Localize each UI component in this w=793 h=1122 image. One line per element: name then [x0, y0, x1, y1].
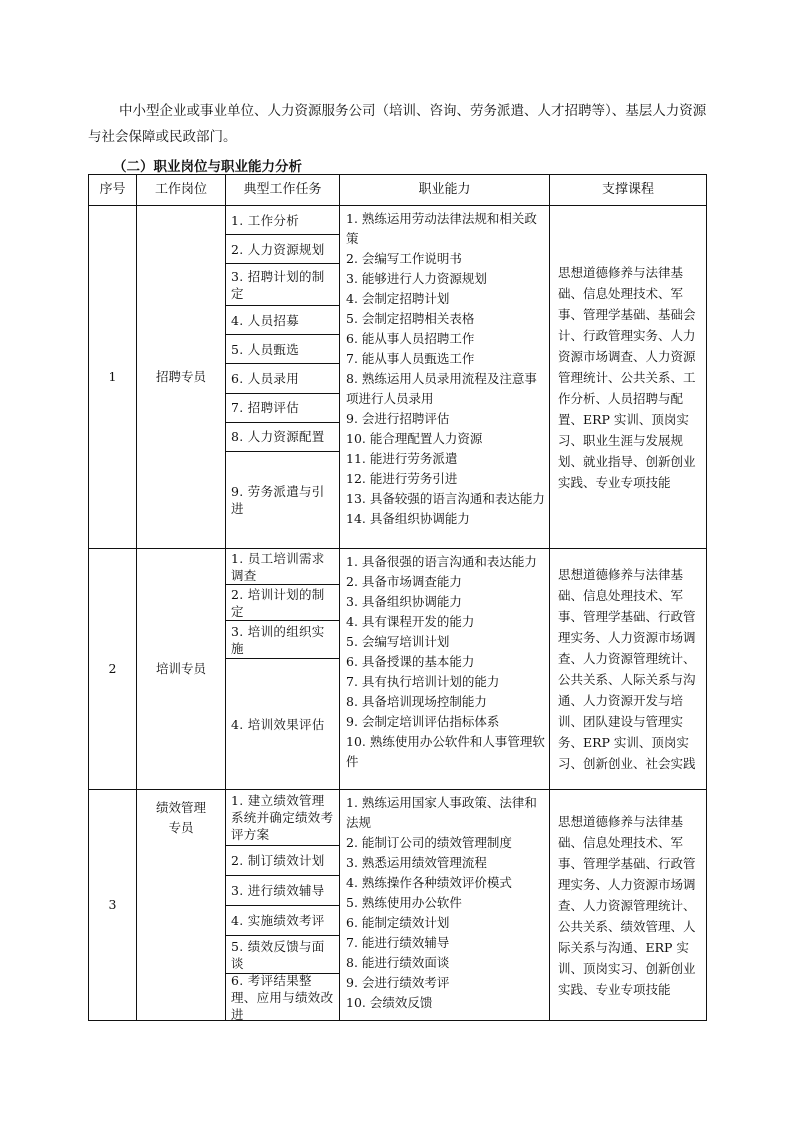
- row-seq: 3: [89, 790, 137, 1021]
- ability-item: 2. 会编写工作说明书: [346, 251, 462, 266]
- header-post: 工作岗位: [137, 175, 226, 206]
- section-title: （二）职业岗位与职业能力分析: [113, 159, 302, 175]
- task-item: 1. 建立绩效管理系统并确定绩效考评方案: [226, 790, 339, 846]
- ability-item: 10. 会绩效反馈: [346, 995, 433, 1010]
- row-seq: 2: [89, 549, 137, 790]
- task-item: 2. 制订绩效计划: [226, 846, 339, 876]
- ability-item: 6. 能制定绩效计划: [346, 915, 450, 930]
- ability-item: 4. 熟练操作各种绩效评价模式: [346, 875, 512, 890]
- row-courses: 思想道德修养与法律基础、信息处理技术、军事、管理学基础、行政管理实务、人力资源市场调查、人力资源管理统计、公共关系、绩效管理、人际关系与沟通、ERP 实训、顶岗实习、创新创业实践、专业专项技能: [550, 790, 707, 1021]
- task-item: 7. 招聘评估: [226, 394, 339, 423]
- header-courses: 支撑课程: [550, 175, 707, 206]
- row-abilities: [340, 549, 550, 790]
- row-tasks: [226, 790, 340, 1021]
- ability-item: 1. 熟练运用国家人事政策、法律和法规: [346, 795, 537, 830]
- row-courses: 思想道德修养与法律基础、信息处理技术、军事、管理学基础、基础会计、行政管理实务、人力资源市场调查、人力资源管理统计、公共关系、工作分析、人员招聘与配置、ERP 实训、顶岗实习、职业生涯与发展规划、就业指导、创新创业实践、专业专项技能: [550, 206, 707, 549]
- ability-item: 6. 具备授课的基本能力: [346, 654, 475, 669]
- ability-item: 3. 熟悉运用绩效管理流程: [346, 855, 487, 870]
- ability-item: 8. 熟练运用人员录用流程及注意事项进行人员录用: [346, 371, 537, 406]
- ability-item: 11. 能进行劳务派遣: [346, 451, 458, 466]
- row-tasks: [226, 549, 340, 790]
- task-item: 6. 考评结果整理、应用与绩效改进: [231, 972, 334, 1022]
- task-item: 5. 人员甄选: [226, 335, 339, 364]
- ability-item: 5. 会制定招聘相关表格: [346, 311, 475, 326]
- row-tasks: [226, 206, 340, 549]
- ability-item: 2. 具备市场调查能力: [346, 574, 462, 589]
- header-tasks: 典型工作任务: [226, 175, 340, 206]
- task-item: 1. 工作分析: [226, 206, 339, 235]
- row-post: 培训专员: [137, 549, 226, 790]
- row-courses: 思想道德修养与法律基础、信息处理技术、军事、管理学基础、行政管理实务、人力资源市场调查、人力资源管理统计、公共关系、人际关系与沟通、人力资源开发与培训、团队建设与管理实务、ERP 实训、顶岗实习、创新创业、社会实践: [550, 549, 707, 790]
- ability-item: 3. 能够进行人力资源规划: [346, 271, 487, 286]
- ability-item: 9. 会进行绩效考评: [346, 975, 450, 990]
- ability-item: 14. 具备组织协调能力: [346, 511, 470, 526]
- ability-item: 4. 会制定招聘计划: [346, 291, 450, 306]
- task-item: 4. 实施绩效考评: [226, 906, 339, 936]
- ability-item: 8. 具备培训现场控制能力: [346, 694, 487, 709]
- header-abilities: 职业能力: [340, 175, 550, 206]
- row-abilities: [340, 206, 550, 549]
- job-ability-table: [88, 174, 707, 1021]
- ability-item: 9. 会制定培训评估指标体系: [346, 714, 500, 729]
- task-item: 5. 绩效反馈与面谈: [226, 936, 339, 974]
- table-row: [89, 549, 707, 790]
- ability-item: 7. 具有执行培训计划的能力: [346, 674, 500, 689]
- ability-item: 7. 能从事人员甄选工作: [346, 351, 475, 366]
- task-item: 2. 人力资源规划: [226, 235, 339, 264]
- intro-paragraph: 中小型企业或事业单位、人力资源服务公司（培训、咨询、劳务派遣、人才招聘等）、基层人力资源与社会保障或民政部门。: [88, 103, 707, 145]
- ability-item: 1. 熟练运用劳动法律法规和相关政策: [346, 211, 537, 246]
- task-item: 9. 劳务派遣与引进: [231, 483, 325, 516]
- row-seq: 1: [89, 206, 137, 549]
- table-row: [89, 206, 707, 549]
- task-item: 2. 培训计划的制定: [226, 585, 339, 621]
- ability-item: 7. 能进行绩效辅导: [346, 935, 450, 950]
- task-item: 3. 培训的组织实施: [226, 621, 339, 659]
- ability-item: 6. 能从事人员招聘工作: [346, 331, 475, 346]
- ability-item: 1. 具备很强的语言沟通和表达能力: [346, 554, 537, 569]
- task-item: 8. 人力资源配置: [226, 423, 339, 452]
- header-seq: 序号: [89, 175, 137, 206]
- task-item: 3. 招聘计划的制定: [226, 264, 339, 306]
- task-item: 6. 人员录用: [226, 364, 339, 393]
- post-label: 绩效管理专员: [155, 800, 206, 835]
- ability-item: 9. 会进行招聘评估: [346, 411, 450, 426]
- ability-item: 10. 熟练使用办公软件和人事管理软件: [346, 734, 545, 769]
- ability-item: 10. 能合理配置人力资源: [346, 431, 483, 446]
- ability-item: 5. 熟练使用办公软件: [346, 895, 462, 910]
- row-abilities: [340, 790, 550, 1021]
- ability-item: 3. 具备组织协调能力: [346, 594, 462, 609]
- task-item: 4. 人员招募: [226, 306, 339, 335]
- ability-item: 8. 能进行绩效面谈: [346, 955, 450, 970]
- ability-item: 2. 能制订公司的绩效管理制度: [346, 835, 512, 850]
- row-post: [137, 790, 226, 1021]
- table-header-row: [89, 175, 707, 206]
- ability-item: 4. 具有课程开发的能力: [346, 614, 475, 629]
- ability-item: 5. 会编写培训计划: [346, 634, 450, 649]
- ability-item: 13. 具备较强的语言沟通和表达能力: [346, 491, 545, 506]
- table-row: [89, 790, 707, 1021]
- row-post: 招聘专员: [137, 206, 226, 549]
- task-item: 1. 员工培训需求调查: [226, 549, 339, 585]
- task-item: 4. 培训效果评估: [231, 716, 325, 732]
- ability-item: 12. 能进行劳务引进: [346, 471, 458, 486]
- task-item: 3. 进行绩效辅导: [226, 876, 339, 906]
